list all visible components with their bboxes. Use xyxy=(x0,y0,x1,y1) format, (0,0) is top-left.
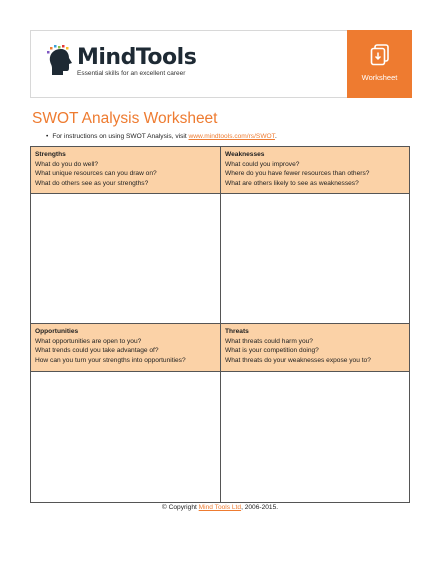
logo-tools: Tools xyxy=(135,45,197,70)
worksheet-tab-label: Worksheet xyxy=(361,73,398,82)
opportunities-header xyxy=(31,324,220,371)
strengths-question: What do others see as your strengths? xyxy=(35,179,149,187)
logo-wordmark xyxy=(77,45,196,70)
strengths-question: What do you do well? xyxy=(35,160,99,168)
swot-link[interactable]: www.mindtools.com/rs/SWOT xyxy=(188,133,275,140)
strengths-heading: Strengths xyxy=(35,151,66,158)
logo-mind: Mind xyxy=(77,45,136,70)
weaknesses-answer-area[interactable] xyxy=(221,194,409,323)
swot-grid xyxy=(30,146,410,503)
threats-answer-area[interactable] xyxy=(221,372,409,502)
column-divider xyxy=(220,147,221,502)
mindtools-logo[interactable] xyxy=(47,43,197,85)
weaknesses-header xyxy=(221,147,409,193)
head-icon xyxy=(47,45,75,77)
threats-question: What threats do your weaknesses expose you to? xyxy=(225,356,371,364)
copyright-footer xyxy=(0,504,440,511)
logo-tagline: Essential skills for an excellent career xyxy=(77,70,186,77)
instructions-line xyxy=(46,133,277,140)
threats-heading: Threats xyxy=(225,328,249,335)
strengths-question: What unique resources can you draw on? xyxy=(35,170,157,178)
header-banner xyxy=(30,30,411,98)
opportunities-answer-area[interactable] xyxy=(31,372,220,502)
strengths-answer-area[interactable] xyxy=(31,194,220,323)
strengths-header xyxy=(31,147,220,193)
copyright-suffix: , 2006-2015. xyxy=(241,504,279,511)
threats-question: What is your competition doing? xyxy=(225,347,319,355)
threats-header xyxy=(221,324,409,371)
instructions-text: For instructions on using SWOT Analysis, visit xyxy=(52,133,189,140)
threats-question: What threats could harm you? xyxy=(225,337,313,345)
opportunities-question: How can you turn your strengths into opportunities? xyxy=(35,356,186,364)
weaknesses-question: What could you improve? xyxy=(225,160,300,168)
opportunities-heading: Opportunities xyxy=(35,328,79,335)
weaknesses-question: Where do you have fewer resources than others? xyxy=(225,170,370,178)
page-title: SWOT Analysis Worksheet xyxy=(32,110,218,127)
worksheet-tab xyxy=(347,30,412,98)
bullet: • xyxy=(46,133,49,140)
weaknesses-heading: Weaknesses xyxy=(225,151,265,158)
opportunities-question: What trends could you take advantage of? xyxy=(35,347,159,355)
instructions-after: . xyxy=(274,133,277,140)
mindtools-link[interactable]: Mind Tools Ltd xyxy=(198,504,242,511)
document-icon xyxy=(370,44,390,66)
weaknesses-question: What are others likely to see as weaknesses? xyxy=(225,179,359,187)
copyright-prefix: © Copyright xyxy=(161,504,199,511)
opportunities-question: What opportunities are open to you? xyxy=(35,337,142,345)
